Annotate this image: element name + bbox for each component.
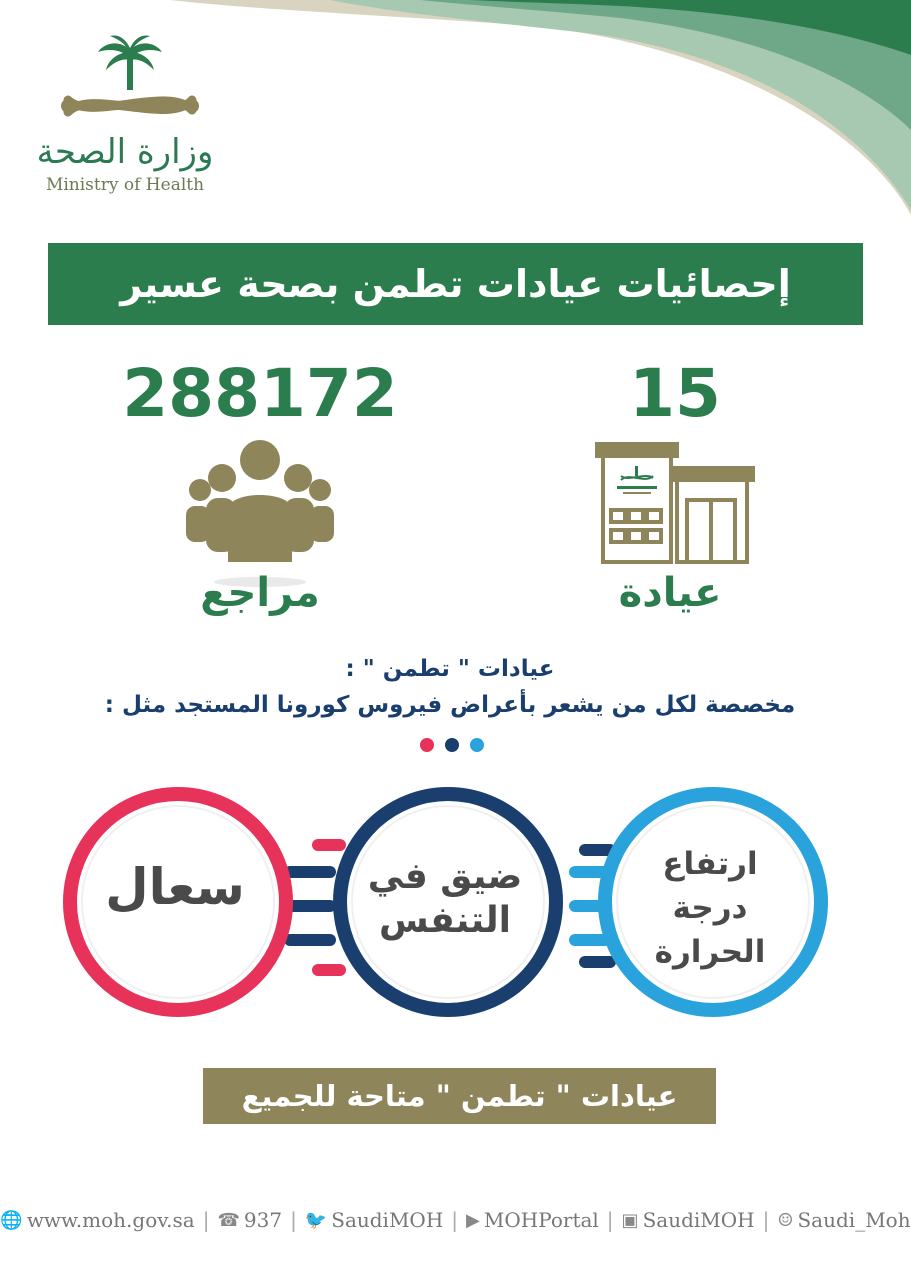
footer-link-facebook[interactable] xyxy=(622,1208,755,1232)
dot-navy xyxy=(445,738,459,752)
symptom-breath-line1: ضيق في xyxy=(367,856,523,897)
twitter-text: SaudiMOH xyxy=(331,1208,444,1232)
divider: | xyxy=(606,1208,614,1232)
dot-red xyxy=(420,738,434,752)
divider: | xyxy=(451,1208,459,1232)
symptom-breath-line2: التنفس xyxy=(378,900,512,941)
footer-link-snapchat[interactable] xyxy=(777,1208,910,1232)
visitors-count: 288172 xyxy=(122,355,398,432)
globe-icon: 🌐 xyxy=(0,1209,23,1231)
snapchat-text: Saudi_Moh xyxy=(797,1208,911,1232)
footer-link-phone[interactable] xyxy=(217,1208,282,1232)
website-text: www.moh.gov.sa xyxy=(26,1208,195,1232)
divider: | xyxy=(290,1208,297,1232)
facebook-text: SaudiMOH xyxy=(642,1208,755,1232)
phone-text: 937 xyxy=(243,1208,283,1232)
clinics-count: 15 xyxy=(629,355,721,432)
youtube-icon: ▶ xyxy=(466,1209,480,1231)
symptom-cough: سعال xyxy=(105,858,245,916)
page-title: إحصائيات عيادات تطمن بصحة عسير xyxy=(48,243,863,325)
footer-link-youtube[interactable] xyxy=(466,1208,599,1232)
logo-arabic-text: وزارة الصحة xyxy=(36,132,214,172)
snapchat-icon: ☺ xyxy=(777,1209,794,1231)
symptom-fever-line1: ارتفاع xyxy=(662,846,758,882)
footer-banner: عيادات " تطمن " متاحة للجميع xyxy=(203,1068,716,1124)
footer-link-twitter[interactable] xyxy=(305,1208,443,1232)
logo-english-text: Ministry of Health xyxy=(45,175,205,195)
clinics-label: عيادة xyxy=(618,570,722,616)
footer-link-website[interactable] xyxy=(0,1208,194,1232)
phone-icon: ☎ xyxy=(217,1209,240,1231)
divider: | xyxy=(202,1208,210,1232)
clinic-building-icon xyxy=(593,440,758,565)
facebook-icon: ▣ xyxy=(621,1209,639,1231)
divider: | xyxy=(762,1208,770,1232)
twitter-icon: 🐦 xyxy=(304,1209,328,1231)
dot-blue xyxy=(470,738,484,752)
description-heading: عيادات " تطمن " : xyxy=(345,656,555,682)
symptom-fever-line2: درجة xyxy=(672,890,748,926)
visitors-label: مراجع xyxy=(200,570,320,616)
symptom-shortness-of-breath xyxy=(355,855,535,943)
description-text: مخصصة لكل من يشعر بأعراض فيروس كورونا المستجد مثل : xyxy=(104,692,796,718)
footer-links xyxy=(0,1205,911,1235)
symptom-fever-line3: الحرارة xyxy=(654,934,766,970)
youtube-text: MOHPortal xyxy=(483,1208,599,1232)
symptom-fever xyxy=(620,842,800,974)
